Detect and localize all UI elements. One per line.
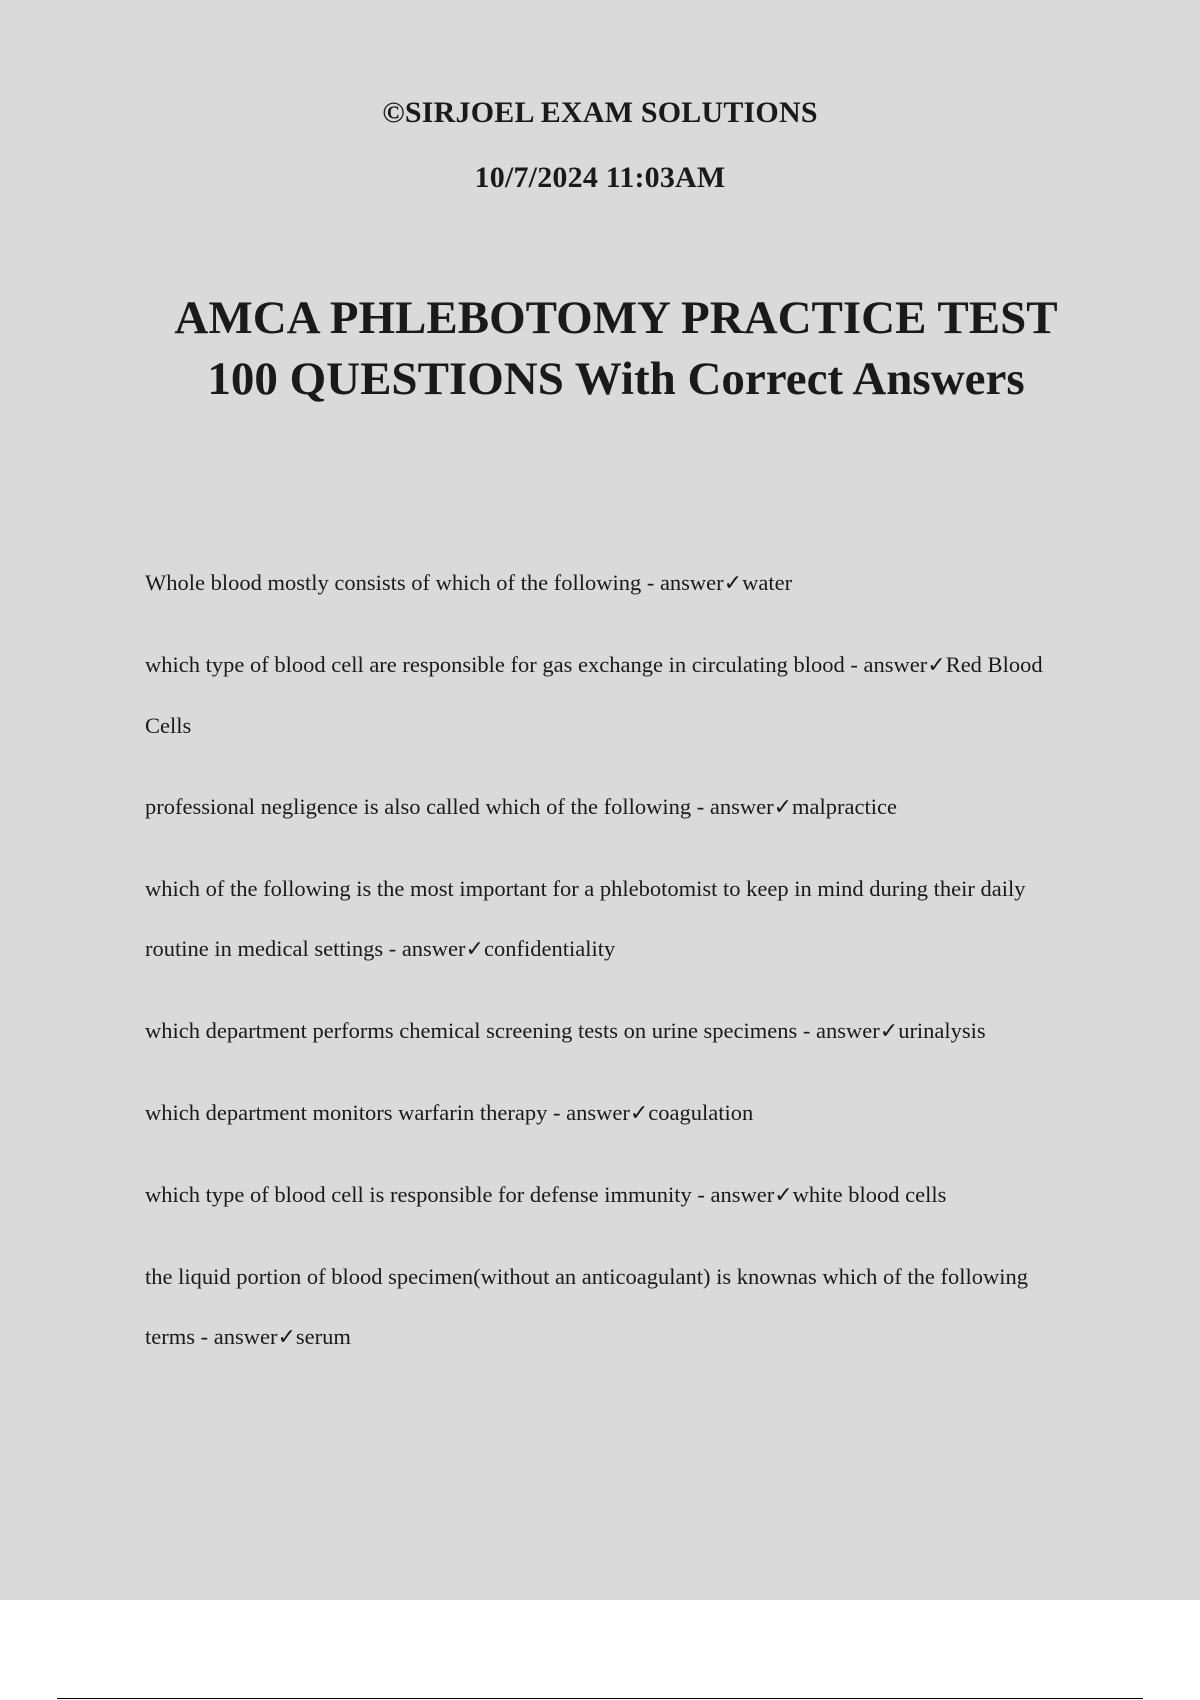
qa-answer: confidentiality [483, 936, 616, 961]
title-line-1: AMCA PHLEBOTOMY PRACTICE TEST [174, 292, 1058, 344]
qa-item [145, 1083, 1075, 1144]
footer-divider [57, 1698, 1143, 1699]
qa-answer: malpractice [792, 794, 897, 819]
qa-list [145, 553, 1075, 1389]
qa-answer: coagulation [648, 1100, 754, 1125]
qa-question: which department monitors warfarin therapy - answer [145, 1100, 630, 1125]
check-icon: ✓ [774, 1183, 793, 1208]
check-icon: ✓ [773, 795, 792, 820]
check-icon: ✓ [465, 937, 484, 962]
check-icon: ✓ [927, 653, 946, 678]
qa-item [145, 553, 1075, 614]
title-line-2: 100 QUESTIONS With Correct Answers [207, 353, 1025, 405]
qa-item [145, 859, 1075, 980]
qa-question: the liquid portion of blood specimen(without an anticoagulant) is knownas which of the following terms - answer [145, 1264, 1028, 1349]
qa-question: which of the following is the most important for a phlebotomist to keep in mind during their daily routine in medical settings - answer [145, 876, 1026, 961]
qa-item [145, 1247, 1075, 1368]
qa-answer: serum [295, 1324, 351, 1349]
qa-question: Whole blood mostly consists of which of the following - answer [145, 570, 724, 595]
qa-item [145, 1165, 1075, 1226]
qa-question: which type of blood cell is responsible for defense immunity - answer [145, 1182, 775, 1207]
qa-item [145, 777, 1075, 838]
qa-item [145, 635, 1075, 756]
qa-answer: white blood cells [792, 1182, 947, 1207]
qa-answer: water [742, 570, 793, 595]
document-datetime: 10/7/2024 11:03AM [474, 161, 726, 194]
qa-question: which type of blood cell are responsible for gas exchange in circulating blood - answer [145, 652, 928, 677]
qa-question: professional negligence is also called which of the following - answer [145, 794, 774, 819]
qa-question: which department performs chemical screening tests on urine specimens - answer [145, 1018, 880, 1043]
check-icon: ✓ [723, 571, 743, 596]
check-icon: ✓ [879, 1019, 899, 1044]
document-title [0, 288, 1200, 410]
qa-item [145, 1001, 1075, 1062]
check-icon: ✓ [629, 1101, 649, 1126]
qa-answer: Red Blood Cells [145, 652, 1043, 738]
check-icon: ✓ [277, 1325, 296, 1350]
qa-answer: urinalysis [898, 1018, 986, 1043]
brand-header: ©SIRJOEL EXAM SOLUTIONS [382, 96, 818, 129]
